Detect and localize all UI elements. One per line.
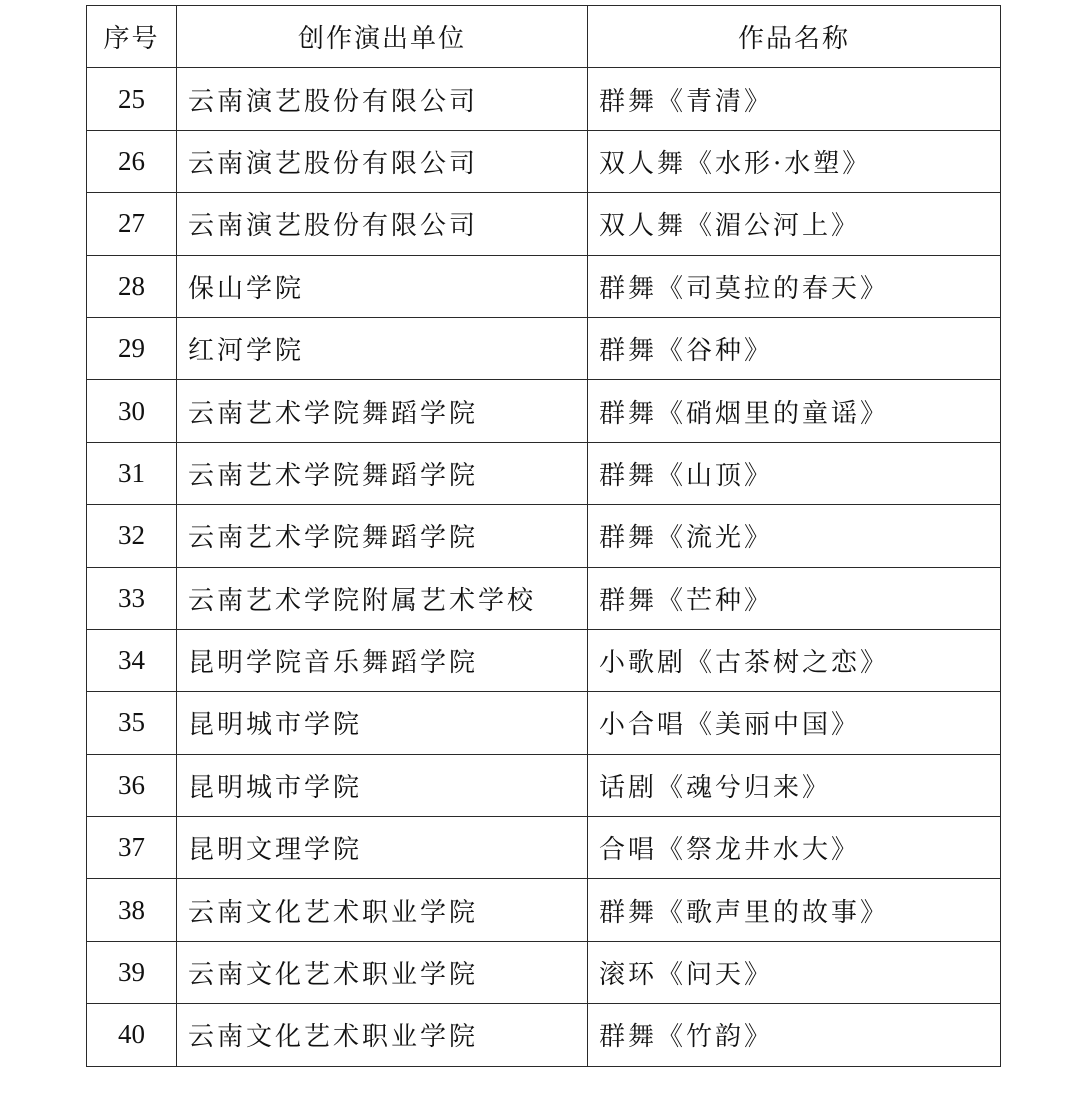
serial-number-cell: 30	[87, 380, 177, 442]
performing-unit-cell: 云南文化艺术职业学院	[177, 879, 588, 941]
table-row	[87, 754, 1001, 816]
serial-number-cell: 33	[87, 567, 177, 629]
performing-unit-cell: 红河学院	[177, 317, 588, 379]
performing-unit-cell: 云南文化艺术职业学院	[177, 1004, 588, 1066]
serial-number-cell: 34	[87, 629, 177, 691]
performing-unit-cell: 云南艺术学院舞蹈学院	[177, 442, 588, 504]
serial-number-cell: 37	[87, 817, 177, 879]
header-serial-number: 序号	[87, 6, 177, 68]
program-list-table	[86, 5, 1001, 1067]
work-title-cell: 群舞《谷种》	[588, 317, 1001, 379]
serial-number-cell: 26	[87, 130, 177, 192]
table-row	[87, 380, 1001, 442]
work-title-cell: 群舞《青清》	[588, 68, 1001, 130]
table-row	[87, 879, 1001, 941]
serial-number-cell: 40	[87, 1004, 177, 1066]
serial-number-cell: 29	[87, 317, 177, 379]
table-row	[87, 130, 1001, 192]
performing-unit-cell: 昆明学院音乐舞蹈学院	[177, 629, 588, 691]
performing-unit-cell: 云南演艺股份有限公司	[177, 130, 588, 192]
performing-unit-cell: 云南演艺股份有限公司	[177, 193, 588, 255]
work-title-cell: 群舞《芒种》	[588, 567, 1001, 629]
work-title-cell: 群舞《竹韵》	[588, 1004, 1001, 1066]
table-body	[87, 68, 1001, 1066]
serial-number-cell: 28	[87, 255, 177, 317]
serial-number-cell: 25	[87, 68, 177, 130]
serial-number-cell: 38	[87, 879, 177, 941]
work-title-cell: 话剧《魂兮归来》	[588, 754, 1001, 816]
serial-number-cell: 27	[87, 193, 177, 255]
table-row	[87, 255, 1001, 317]
table-row	[87, 442, 1001, 504]
performing-unit-cell: 云南艺术学院舞蹈学院	[177, 505, 588, 567]
work-title-cell: 群舞《硝烟里的童谣》	[588, 380, 1001, 442]
performing-unit-cell: 云南艺术学院舞蹈学院	[177, 380, 588, 442]
work-title-cell: 群舞《流光》	[588, 505, 1001, 567]
work-title-cell: 双人舞《水形·水塑》	[588, 130, 1001, 192]
performing-unit-cell: 云南艺术学院附属艺术学校	[177, 567, 588, 629]
performing-unit-cell: 昆明城市学院	[177, 692, 588, 754]
table-row	[87, 567, 1001, 629]
serial-number-cell: 31	[87, 442, 177, 504]
performing-unit-cell: 昆明城市学院	[177, 754, 588, 816]
table-row	[87, 629, 1001, 691]
table-row	[87, 1004, 1001, 1066]
work-title-cell: 合唱《祭龙井水大》	[588, 817, 1001, 879]
work-title-cell: 群舞《歌声里的故事》	[588, 879, 1001, 941]
performing-unit-cell: 云南文化艺术职业学院	[177, 941, 588, 1003]
work-title-cell: 群舞《司莫拉的春天》	[588, 255, 1001, 317]
table-row	[87, 817, 1001, 879]
work-title-cell: 群舞《山顶》	[588, 442, 1001, 504]
work-title-cell: 小合唱《美丽中国》	[588, 692, 1001, 754]
performing-unit-cell: 昆明文理学院	[177, 817, 588, 879]
table-row	[87, 505, 1001, 567]
work-title-cell: 滚环《问天》	[588, 941, 1001, 1003]
serial-number-cell: 32	[87, 505, 177, 567]
table-row	[87, 317, 1001, 379]
table-row	[87, 68, 1001, 130]
work-title-cell: 小歌剧《古茶树之恋》	[588, 629, 1001, 691]
performing-unit-cell: 云南演艺股份有限公司	[177, 68, 588, 130]
table-row	[87, 193, 1001, 255]
serial-number-cell: 39	[87, 941, 177, 1003]
header-row	[87, 6, 1001, 68]
header-work-title: 作品名称	[588, 6, 1001, 68]
serial-number-cell: 35	[87, 692, 177, 754]
table-header	[87, 6, 1001, 68]
table-row	[87, 692, 1001, 754]
performing-unit-cell: 保山学院	[177, 255, 588, 317]
serial-number-cell: 36	[87, 754, 177, 816]
table-row	[87, 941, 1001, 1003]
work-title-cell: 双人舞《湄公河上》	[588, 193, 1001, 255]
header-performing-unit: 创作演出单位	[177, 6, 588, 68]
